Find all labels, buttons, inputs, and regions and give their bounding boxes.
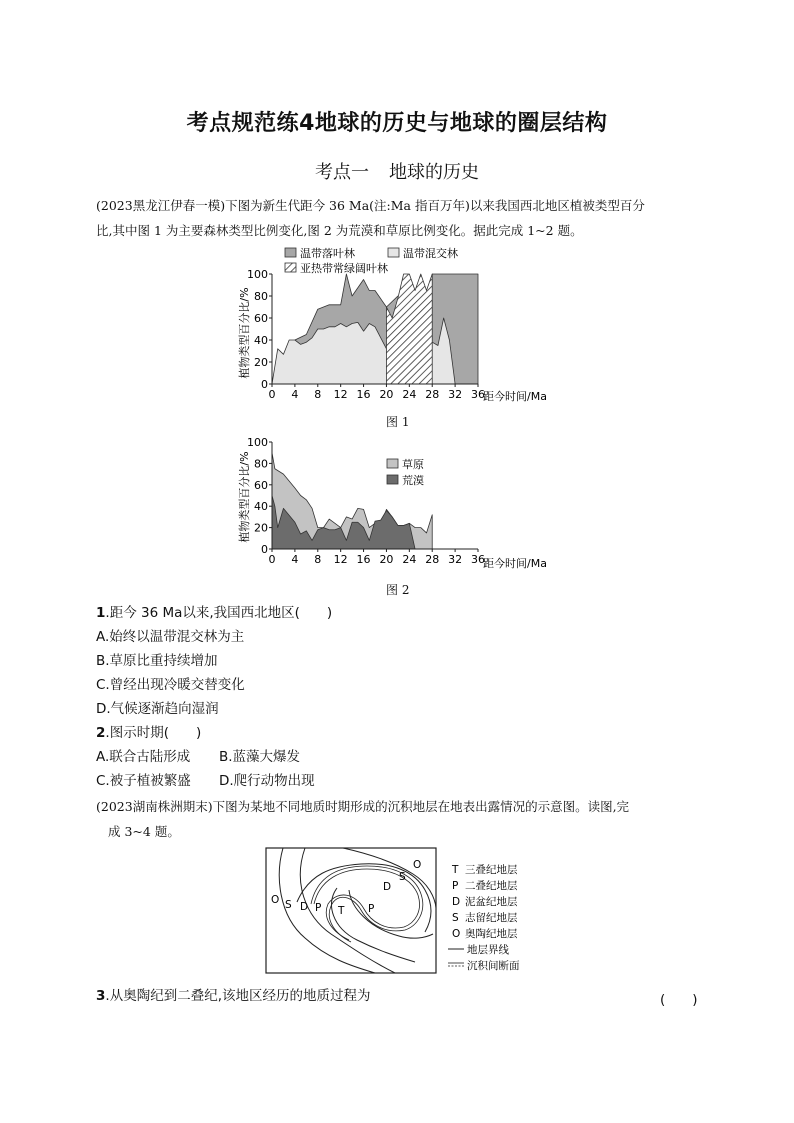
intro-paragraph-2 xyxy=(96,794,702,844)
intro-2-line-2: 成 3~4 题。 xyxy=(108,824,180,839)
intro-2-line-1: (2023湖南株洲期末)下图为某地不同地质时期形成的沉积地层在地表出露情况的示意图。读图,完 xyxy=(96,799,630,814)
map-label-d-right: D xyxy=(383,881,392,893)
legend-swatch-mixed xyxy=(388,248,399,257)
legend-name-o: 奥陶纪地层 xyxy=(465,928,518,940)
y-tick-label: 100 xyxy=(247,268,268,281)
intro-1-line-1: (2023黑龙江伊春一模)下图为新生代距今 36 Ma(注:Ma 指百万年)以来我国西北地区植被类型百分 xyxy=(96,198,645,213)
legend-swatch-deciduous xyxy=(285,248,296,257)
question-3-answer-paren[interactable]: ( ) xyxy=(660,992,698,1008)
x-tick-label: 36 xyxy=(471,553,485,566)
legend-name-t: 三叠纪地层 xyxy=(465,864,518,876)
question-3-stem xyxy=(96,984,371,1008)
legend-label-desert: 荒漠 xyxy=(402,474,424,487)
x-tick-label: 0 xyxy=(268,388,276,401)
x-tick-label: 0 xyxy=(268,553,276,566)
question-1-option-c[interactable]: C.曾经出现冷暖交替变化 xyxy=(96,677,245,693)
y-tick-label: 0 xyxy=(261,378,268,391)
y-tick-label: 100 xyxy=(247,436,268,449)
legend-code-o: O xyxy=(452,928,461,940)
question-3-text: .从奥陶纪到二叠纪,该地区经历的地质过程为 xyxy=(105,988,371,1004)
intro-paragraph-1 xyxy=(96,193,702,243)
legend-label-grassland: 草原 xyxy=(402,458,424,471)
legend-code-p: P xyxy=(452,880,459,892)
figure-2-y-axis-label: 植物类型百分比/% xyxy=(238,451,251,543)
question-1-text: .距今 36 Ma以来,我国西北地区( ) xyxy=(105,605,333,621)
map-label-o-right: O xyxy=(413,859,422,871)
map-label-s-right: S xyxy=(399,871,406,883)
question-1-option-b[interactable]: B.草原比重持续增加 xyxy=(96,653,218,669)
question-2-option-a[interactable]: A.联合古陆形成 xyxy=(96,749,191,765)
map-legend xyxy=(448,863,520,972)
legend-swatch-grassland xyxy=(387,459,398,468)
figure-1-x-axis-label: 距今时间/Ma xyxy=(483,390,547,403)
figure-1-y-axis-label: 植物类型百分比/% xyxy=(238,287,251,379)
x-tick-label: 32 xyxy=(448,553,463,566)
y-tick-label: 60 xyxy=(254,312,268,325)
y-tick-label: 0 xyxy=(261,543,268,556)
figure-2-chart xyxy=(230,432,570,577)
x-tick-label: 4 xyxy=(291,388,299,401)
geologic-map xyxy=(265,846,540,976)
y-tick-label: 20 xyxy=(254,356,268,369)
x-tick-label: 28 xyxy=(425,553,440,566)
page-title: 考点规范练4地球的历史与地球的圈层结构 xyxy=(186,111,608,136)
y-tick-label: 80 xyxy=(254,457,268,471)
map-label-o-left: O xyxy=(271,894,280,906)
legend-swatch-desert xyxy=(387,475,398,484)
question-1-option-a[interactable]: A.始终以温带混交林为主 xyxy=(96,629,245,645)
question-2-number: 2 xyxy=(96,725,106,741)
legend-label-deciduous: 温带落叶林 xyxy=(300,247,355,260)
x-tick-label: 4 xyxy=(291,553,299,566)
map-label-p-right: P xyxy=(368,903,375,915)
legend-code-d: D xyxy=(452,896,461,908)
x-tick-label: 24 xyxy=(402,553,417,566)
figure-2-caption: 图 2 xyxy=(386,583,410,597)
y-tick-label: 80 xyxy=(254,290,268,303)
legend-code-t: T xyxy=(452,864,459,876)
legend-name-p: 二叠纪地层 xyxy=(465,880,518,892)
x-tick-label: 16 xyxy=(356,553,371,566)
question-3-number: 3 xyxy=(96,988,106,1004)
x-tick-label: 28 xyxy=(425,388,440,401)
y-tick-label: 40 xyxy=(254,334,268,347)
figure-1-chart xyxy=(230,240,570,408)
map-label-s-left: S xyxy=(285,899,292,911)
map-label-d-left: D xyxy=(300,901,309,913)
question-1-number: 1 xyxy=(96,605,106,621)
section-name: 地球的历史 xyxy=(389,162,479,183)
x-tick-label: 8 xyxy=(314,388,322,401)
question-2-option-b[interactable]: B.蓝藻大爆发 xyxy=(219,749,301,765)
question-2-text: .图示时期( ) xyxy=(105,725,202,741)
intro-1-line-2: 比,其中图 1 为主要森林类型比例变化,图 2 为荒漠和草原比例变化。据此完成 1~2 题。 xyxy=(96,223,583,238)
figure-1-plot-area xyxy=(272,274,478,384)
map-label-t: T xyxy=(338,905,345,917)
legend-name-unconformity: 沉积间断面 xyxy=(467,960,520,972)
x-tick-label: 24 xyxy=(402,388,417,401)
legend-name-s: 志留纪地层 xyxy=(465,912,518,924)
map-label-p-left: P xyxy=(315,902,322,914)
x-tick-label: 12 xyxy=(333,553,348,566)
legend-name-d: 泥盆纪地层 xyxy=(465,896,518,908)
legend-name-boundary: 地层界线 xyxy=(467,944,509,956)
y-tick-label: 60 xyxy=(254,478,268,492)
question-1-stem xyxy=(96,601,332,625)
question-1-option-d[interactable]: D.气候逐渐趋向湿润 xyxy=(96,701,219,717)
x-tick-label: 16 xyxy=(356,388,371,401)
question-2-option-d[interactable]: D.爬行动物出现 xyxy=(219,773,315,789)
x-tick-label: 20 xyxy=(379,553,394,566)
legend-swatch-subtropical xyxy=(285,263,296,272)
series-area-subtropical-forest xyxy=(386,274,432,384)
x-tick-label: 8 xyxy=(314,553,322,566)
section-heading xyxy=(0,158,794,184)
y-tick-label: 40 xyxy=(254,500,268,514)
y-tick-label: 20 xyxy=(254,521,268,535)
legend-label-subtropical: 亚热带常绿阔叶林 xyxy=(300,262,388,275)
x-tick-label: 20 xyxy=(379,388,394,401)
section-label: 考点一 xyxy=(315,162,369,183)
x-tick-label: 36 xyxy=(471,388,485,401)
legend-label-mixed: 温带混交林 xyxy=(403,247,458,260)
question-2-option-c[interactable]: C.被子植被繁盛 xyxy=(96,773,191,789)
legend-code-s: S xyxy=(452,912,459,924)
question-2-stem xyxy=(96,721,201,745)
figure-2-x-axis-label: 距今时间/Ma xyxy=(483,557,547,570)
x-tick-label: 12 xyxy=(333,388,348,401)
x-tick-label: 32 xyxy=(448,388,463,401)
figure-1-caption: 图 1 xyxy=(386,415,410,429)
